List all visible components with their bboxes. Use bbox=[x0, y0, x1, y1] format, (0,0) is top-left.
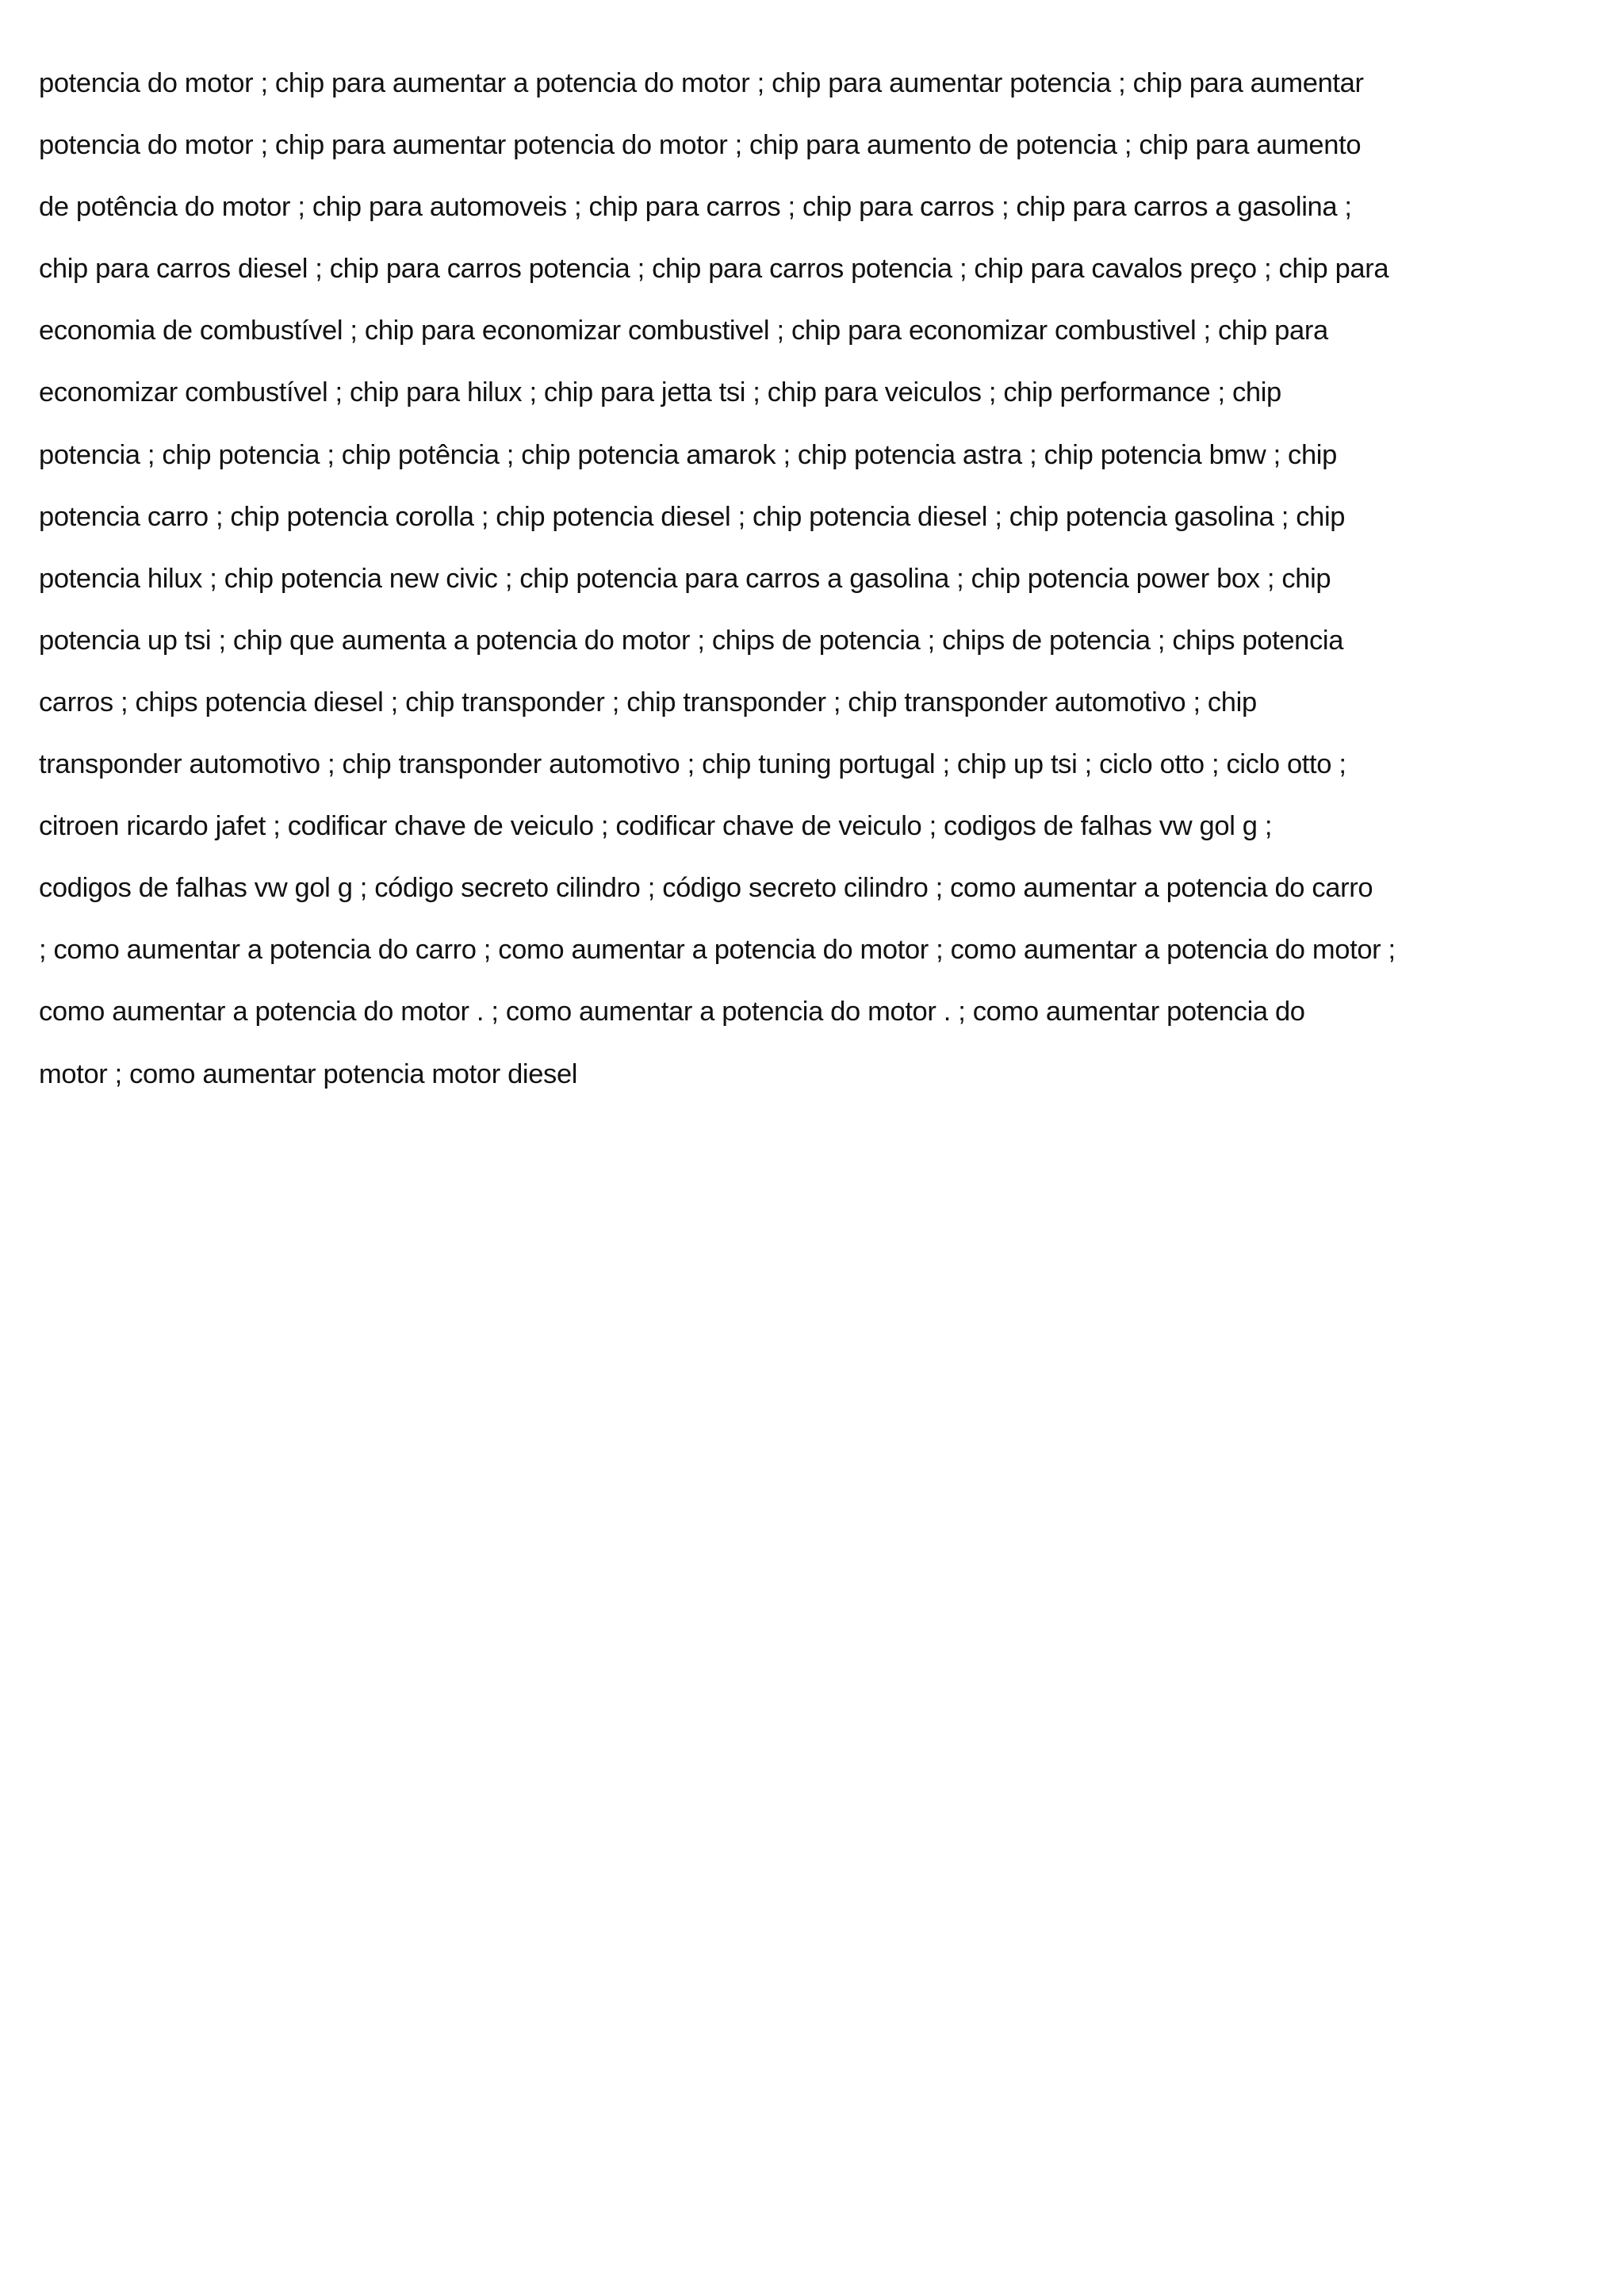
text-line-13: citroen ricardo jafet ; codificar chave de veiculo ; codificar chave de veiculo ; codigos de falhas vw gol g ; bbox=[39, 811, 1273, 842]
text-line-15: ; como aumentar a potencia do carro ; como aumentar a potencia do motor ; como aumentar a potencia do motor ; bbox=[39, 935, 1396, 966]
text-line-17: motor ; como aumentar potencia motor diesel bbox=[39, 1058, 578, 1089]
keyword-text-block bbox=[39, 52, 1545, 1105]
text-line-11: carros ; chips potencia diesel ; chip transponder ; chip transponder ; chip transponder automotivo ; chip bbox=[39, 687, 1257, 718]
text-line-9: potencia hilux ; chip potencia new civic ; chip potencia para carros a gasolina ; chip potencia power box ; chip bbox=[39, 563, 1331, 594]
text-line-5: economia de combustível ; chip para economizar combustivel ; chip para economizar combustivel ; chip para bbox=[39, 316, 1328, 346]
text-line-10: potencia up tsi ; chip que aumenta a potencia do motor ; chips de potencia ; chips de potencia ; chips potencia bbox=[39, 625, 1344, 656]
text-line-3: de potência do motor ; chip para automoveis ; chip para carros ; chip para carros ; chip para carros a gasolina ; bbox=[39, 192, 1352, 223]
text-line-4: chip para carros diesel ; chip para carros potencia ; chip para carros potencia ; chip para cavalos preço ; chip para bbox=[39, 254, 1389, 285]
text-line-2: potencia do motor ; chip para aumentar potencia do motor ; chip para aumento de potencia ; chip para aumento bbox=[39, 130, 1362, 161]
text-line-12: transponder automotivo ; chip transponder automotivo ; chip tuning portugal ; chip up tsi ; ciclo otto ; ciclo otto ; bbox=[39, 749, 1346, 780]
text-line-14: codigos de falhas vw gol g ; código secreto cilindro ; código secreto cilindro ; como aumentar a potencia do carro bbox=[39, 873, 1373, 904]
text-line-1: potencia do motor ; chip para aumentar a potencia do motor ; chip para aumentar potencia ; chip para aumentar bbox=[39, 68, 1364, 98]
text-line-8: potencia carro ; chip potencia corolla ; chip potencia diesel ; chip potencia diesel ; chip potencia gasolina ; chip bbox=[39, 501, 1346, 532]
text-line-7: potencia ; chip potencia ; chip potência ; chip potencia amarok ; chip potencia astra ; chip potencia bmw ; chip bbox=[39, 439, 1337, 470]
text-line-6: economizar combustível ; chip para hilux ; chip para jetta tsi ; chip para veiculos ; chip performance ; chip bbox=[39, 377, 1281, 408]
text-line-16: como aumentar a potencia do motor . ; como aumentar a potencia do motor . ; como aumentar potencia do bbox=[39, 997, 1305, 1027]
